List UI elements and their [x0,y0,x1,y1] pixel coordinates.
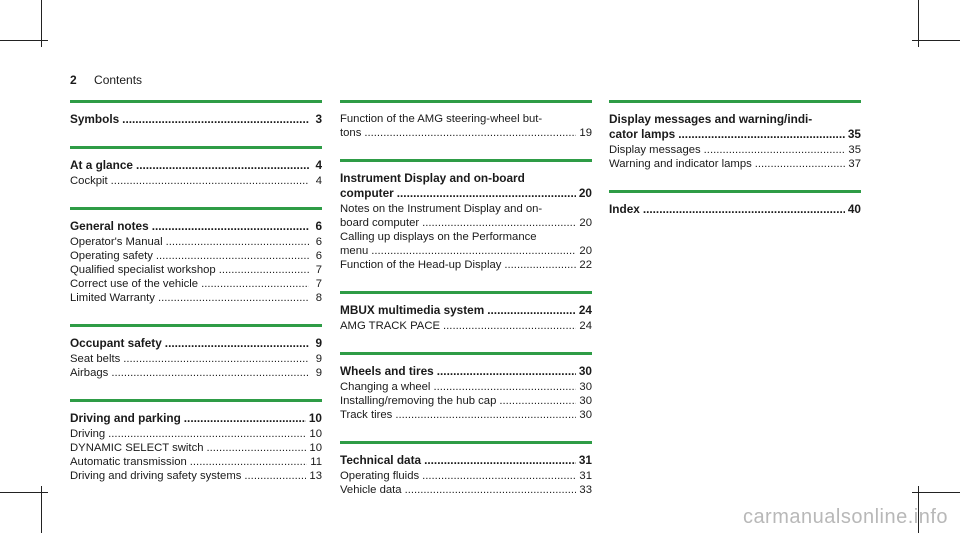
toc-entry[interactable] [70,352,322,366]
dot-leader [122,112,309,127]
section-heading[interactable] [70,336,322,351]
toc-page-number: 6 [315,236,322,248]
page-number: 2 [70,73,77,87]
toc-entry[interactable] [340,244,592,258]
section-heading[interactable] [340,303,592,318]
section-rule [340,352,592,355]
toc-page-number: 37 [848,158,861,170]
toc-entry-line: Notes on the Instrument Display and on- [340,203,543,215]
toc-entry[interactable] [70,427,322,441]
toc-page-number: 24 [579,320,592,332]
toc-entry[interactable] [70,277,322,291]
page-header [70,73,142,87]
toc-entry-title: Operating fluids [340,470,420,482]
toc-entry-title: cator lamps [609,127,676,141]
section-rule [340,441,592,444]
toc-page-number: 7 [315,264,322,276]
section-rule [609,190,861,193]
toc-entry-title: Driving [70,428,106,440]
toc-entry[interactable] [70,235,322,249]
toc-page-number: 8 [315,292,322,304]
section-heading-line: Display messages and warning/indi- [609,112,813,126]
section-heading[interactable] [70,112,322,127]
toc-entry-title: Technical data [340,453,422,467]
dot-leader [165,336,309,351]
section-heading[interactable] [340,364,592,379]
toc-entry[interactable] [70,441,322,455]
dot-leader [422,216,576,230]
crop-mark-bottom-left-h [0,492,48,493]
toc-page-number: 10 [308,411,322,425]
dot-leader [397,186,576,201]
toc-page-number: 20 [578,186,592,200]
dot-leader [123,352,309,366]
toc-section [340,291,592,333]
toc-page-number: 20 [579,217,592,229]
toc-entry[interactable] [70,469,322,483]
toc-entry[interactable] [70,249,322,263]
toc-entry-title: At a glance [70,158,133,172]
section-rule [340,291,592,294]
toc-entry-title: Operator's Manual [70,236,163,248]
toc-entry-title: Correct use of the vehicle [70,278,199,290]
dot-leader [422,469,576,483]
dot-leader [678,127,845,142]
toc-entry[interactable] [609,143,861,157]
toc-section [70,399,322,483]
toc-page-number: 9 [315,336,322,350]
toc-entry-title: menu [340,245,369,257]
toc-page-number: 40 [847,202,861,216]
dot-leader [152,219,309,234]
dot-leader [487,303,576,318]
dot-leader [190,455,307,469]
dot-leader [437,364,576,379]
toc-entry-title: AMG TRACK PACE [340,320,441,332]
toc-entry[interactable] [340,394,592,408]
dot-leader [158,291,309,305]
crop-mark-top-right-h [912,40,960,41]
toc-entry[interactable] [340,216,592,230]
toc-page-number: 6 [315,219,322,233]
dot-leader [364,126,576,140]
section-heading[interactable] [340,453,592,468]
toc-entry-title: Vehicle data [340,484,402,496]
dot-leader [108,427,306,441]
dot-leader [755,157,846,171]
toc-entry-title: Occupant safety [70,336,162,350]
toc-entry-title: DYNAMIC SELECT switch [70,442,204,454]
dot-leader [643,202,845,217]
section-heading-line: Instrument Display and on-board [340,171,525,185]
toc-page-number: 31 [579,470,592,482]
toc-entry[interactable] [340,126,592,140]
toc-entry[interactable] [340,408,592,422]
toc-entry-title: tons [340,127,362,139]
toc-page-number: 4 [315,158,322,172]
toc-section [609,100,861,171]
toc-entry-title: Function of the Head-up Display [340,259,502,271]
dot-leader [201,277,309,291]
section-rule [70,146,322,149]
toc-entry-title: computer [340,186,394,200]
section-heading[interactable] [340,186,592,201]
toc-entry[interactable] [340,483,592,497]
toc-page-number: 30 [579,409,592,421]
dot-leader [207,441,307,455]
dot-leader [371,244,576,258]
toc-section [70,146,322,188]
toc-page-number: 30 [579,395,592,407]
toc-entry-title: board computer [340,217,420,229]
toc-section [340,100,592,140]
dot-leader [136,158,309,173]
toc-page-number: 22 [579,259,592,271]
toc-column-3 [609,100,861,236]
dot-leader [424,453,576,468]
toc-entry-title: Limited Warranty [70,292,155,304]
section-heading[interactable] [609,127,861,142]
dot-leader [184,411,306,426]
toc-page-number: 35 [847,127,861,141]
toc-entry[interactable] [70,455,322,469]
toc-entry[interactable] [70,174,322,188]
toc-entry-line: Function of the AMG steering-wheel but- [340,113,543,125]
dot-leader [433,380,576,394]
toc-page-number: 9 [315,367,322,379]
toc-section [70,100,322,127]
dot-leader [244,469,306,483]
toc-entry[interactable] [70,263,322,277]
toc-entry[interactable] [340,319,592,333]
dot-leader [156,249,309,263]
toc-section [340,159,592,272]
section-heading[interactable] [70,411,322,426]
section-heading[interactable] [70,158,322,173]
toc-entry-title: General notes [70,219,149,233]
toc-entry-title: Display messages [609,144,701,156]
toc-page-number: 3 [315,112,322,126]
toc-entry[interactable] [340,258,592,272]
toc-entry-title: Symbols [70,112,120,126]
toc-page-number: 24 [578,303,592,317]
toc-entry-title: Warning and indicator lamps [609,158,752,170]
dot-leader [443,319,576,333]
toc-entry-line: Calling up displays on the Performance [340,231,537,243]
section-rule [609,100,861,103]
toc-page-number: 10 [309,442,322,454]
toc-entry-title: Index [609,202,640,216]
toc-page-number: 20 [579,245,592,257]
toc-entry[interactable] [70,291,322,305]
dot-leader [111,174,309,188]
dot-leader [166,235,309,249]
dot-leader [111,366,309,380]
dot-leader [504,258,576,272]
section-rule [70,399,322,402]
watermark: carmanualsonline.info [742,506,948,528]
section-rule [340,100,592,103]
toc-page-number: 33 [579,484,592,496]
toc-entry[interactable] [340,380,592,394]
section-rule [70,207,322,210]
toc-entry-title: Wheels and tires [340,364,434,378]
page-title: Contents [94,73,143,87]
toc-page-number: 7 [315,278,322,290]
toc-column-2 [340,100,592,516]
toc-entry-title: Qualified specialist workshop [70,264,216,276]
toc-entry-title: Cockpit [70,175,108,187]
section-rule [70,100,322,103]
toc-entry[interactable] [70,366,322,380]
toc-page-number: 35 [848,144,861,156]
section-rule [340,159,592,162]
toc-page-number: 30 [578,364,592,378]
crop-mark-top-left-h [0,40,48,41]
toc-column-1 [70,100,322,502]
toc-entry-title: MBUX multimedia system [340,303,485,317]
section-rule [70,324,322,327]
toc-entry-title: Driving and parking [70,411,181,425]
toc-page-number: 19 [579,127,592,139]
toc-page-number: 31 [578,453,592,467]
toc-entry-title: Track tires [340,409,393,421]
toc-page-number: 9 [315,353,322,365]
toc-entry-title: Seat belts [70,353,121,365]
crop-mark-bottom-right-h [912,492,960,493]
toc-page-number: 10 [309,428,322,440]
toc-entry-title: Automatic transmission [70,456,187,468]
section-heading[interactable] [609,202,861,217]
toc-entry-title: Changing a wheel [340,381,431,393]
toc-section [340,441,592,497]
section-heading[interactable] [70,219,322,234]
toc-page-number: 13 [309,470,322,482]
toc-page-number: 30 [579,381,592,393]
toc-entry[interactable] [609,157,861,171]
dot-leader [704,143,846,157]
toc-page-number: 11 [310,456,322,468]
toc-entry-title: Operating safety [70,250,153,262]
toc-page-number: 6 [315,250,322,262]
toc-entry-title: Driving and driving safety systems [70,470,242,482]
toc-page-number: 4 [315,175,322,187]
toc-section [340,352,592,422]
dot-leader [395,408,576,422]
dot-leader [499,394,576,408]
crop-mark-bottom-left-v [41,486,42,533]
toc-section [609,190,861,217]
dot-leader [219,263,309,277]
toc-section [70,324,322,380]
toc-section [70,207,322,305]
toc-entry-title: Airbags [70,367,109,379]
toc-entry-title: Installing/removing the hub cap [340,395,497,407]
dot-leader [405,483,577,497]
toc-entry[interactable] [340,469,592,483]
